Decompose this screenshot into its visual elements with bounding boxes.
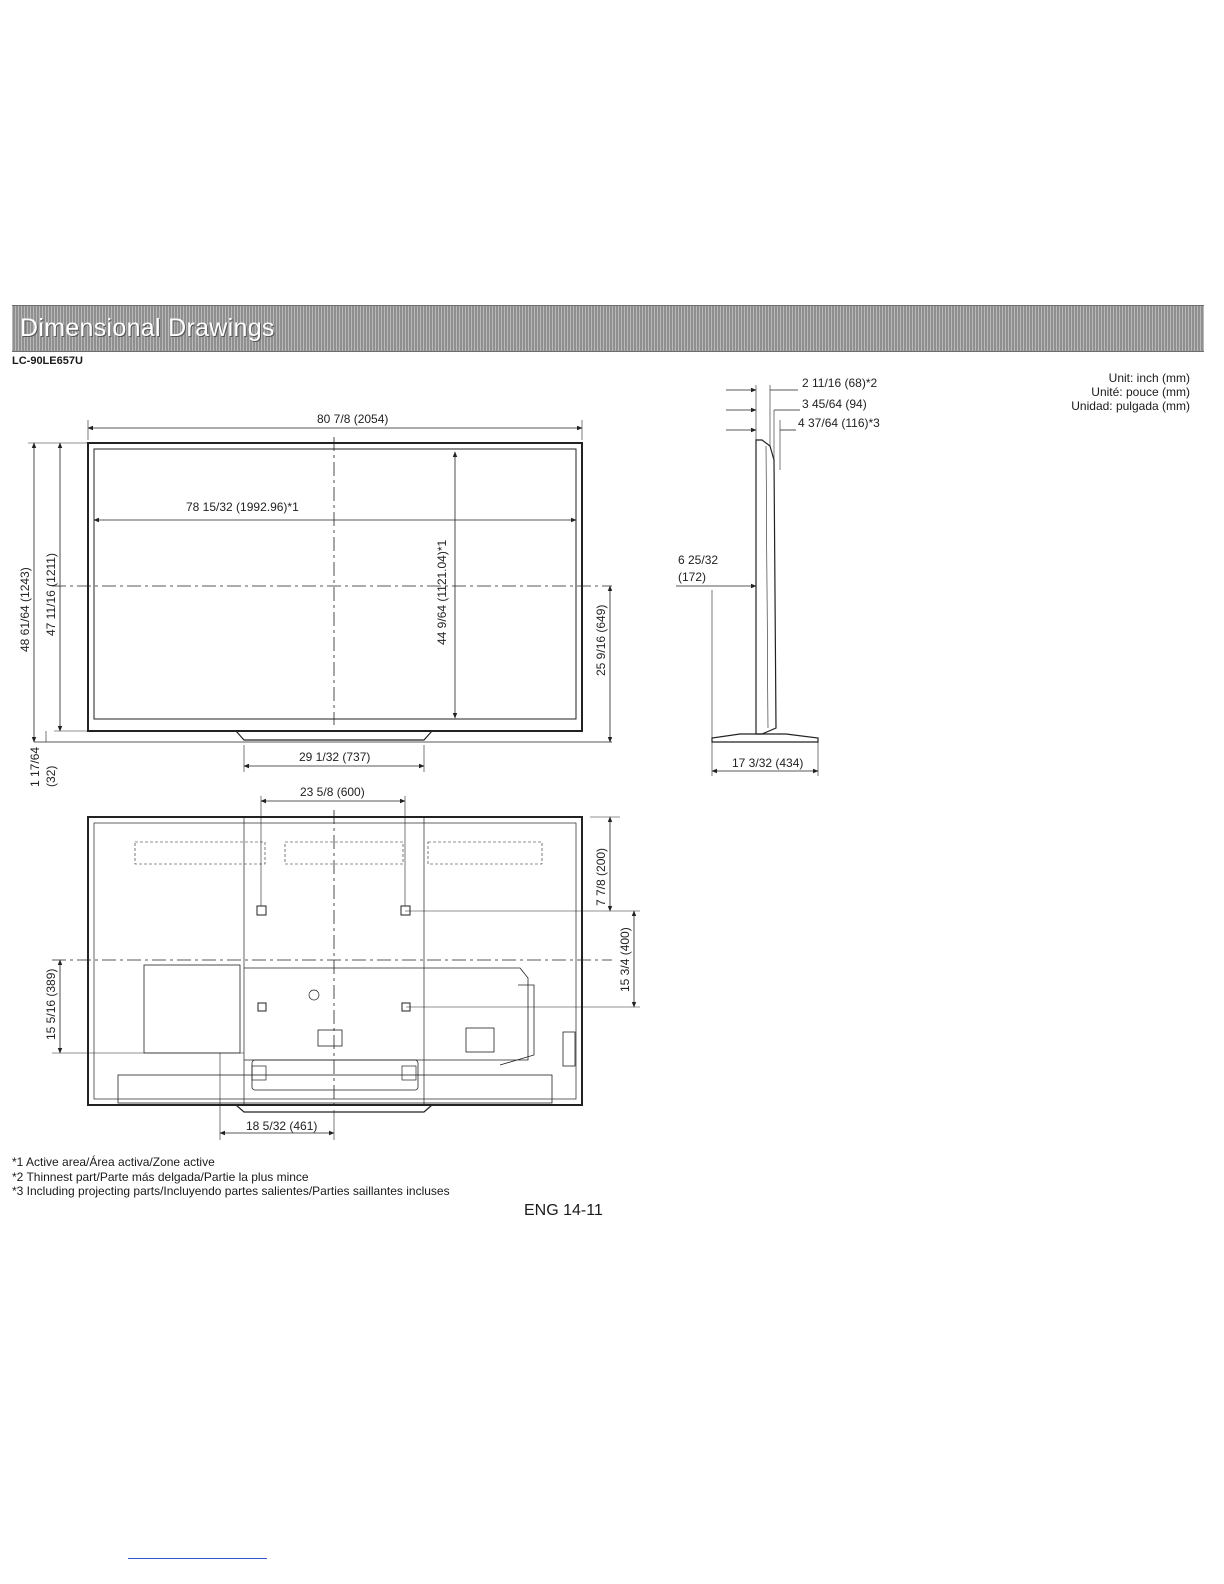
dim-center-to-bottom: 15 5/16 (389) xyxy=(44,968,58,1040)
dim-body-height: 47 11/16 (1211) xyxy=(44,553,58,636)
front-stand xyxy=(236,731,432,740)
dim-depth: 3 45/64 (94) xyxy=(802,397,867,411)
dim-side-stand-offset: 6 25/32 xyxy=(678,553,719,567)
vesa-hole-top-right xyxy=(401,906,410,915)
rear-panel xyxy=(88,817,582,1105)
unit-english: Unit: inch (mm) xyxy=(1108,371,1190,385)
dim-active-width: 78 15/32 (1992.96)*1 xyxy=(186,500,299,514)
dim-top-to-mount: 7 7/8 (200) xyxy=(594,847,608,906)
unit-french: Unité: pouce (mm) xyxy=(1091,385,1190,399)
page-number: ENG 14-11 xyxy=(524,1202,603,1219)
footnote-2: *2 Thinnest part/Parte más delgada/Partie la plus mince xyxy=(12,1169,309,1184)
dim-side-stand-offset-mm: (172) xyxy=(678,570,707,584)
vesa-hole-bottom-left xyxy=(258,1003,266,1011)
section-title: Dimensional Drawings xyxy=(20,314,275,342)
side-stand xyxy=(712,734,818,742)
dim-stand-clearance-mm: (32) xyxy=(44,765,58,787)
dim-overall-width: 80 7/8 (2054) xyxy=(317,412,389,426)
dim-stand-depth: 17 3/32 (434) xyxy=(732,756,804,770)
dim-active-height: 44 9/64 (1121.04)*1 xyxy=(435,539,449,645)
footnotes xyxy=(12,1155,450,1199)
footnote-3: *3 Including projecting parts/Incluyendo partes salientes/Parties saillantes incluses xyxy=(12,1184,450,1198)
unit-spanish: Unidad: pulgada (mm) xyxy=(1071,399,1190,413)
rear-view xyxy=(52,796,640,1140)
dim-center-height: 25 9/16 (649) xyxy=(594,604,608,676)
dim-rear-stand-offset: 18 5/32 (461) xyxy=(246,1119,318,1133)
dim-stand-width: 29 1/32 (737) xyxy=(299,750,371,764)
vesa-hole-top-left xyxy=(257,906,266,915)
dim-overall-height: 48 61/64 (1243) xyxy=(18,567,32,652)
dim-depth-projecting: 4 37/64 (116)*3 xyxy=(798,416,880,430)
footnote-1: *1 Active area/Área activa/Zone active xyxy=(12,1155,215,1169)
model-number: LC-90LE657U xyxy=(12,355,83,367)
dim-thinnest: 2 11/16 (68)*2 xyxy=(802,376,878,390)
front-screen xyxy=(94,449,576,719)
front-view xyxy=(28,420,612,772)
front-bezel xyxy=(88,443,582,731)
dim-vesa-width: 23 5/8 (600) xyxy=(300,785,365,799)
footer-divider xyxy=(128,1558,267,1559)
dim-vesa-height: 15 3/4 (400) xyxy=(618,927,632,992)
dim-stand-clearance: 1 17/64 xyxy=(28,746,42,787)
